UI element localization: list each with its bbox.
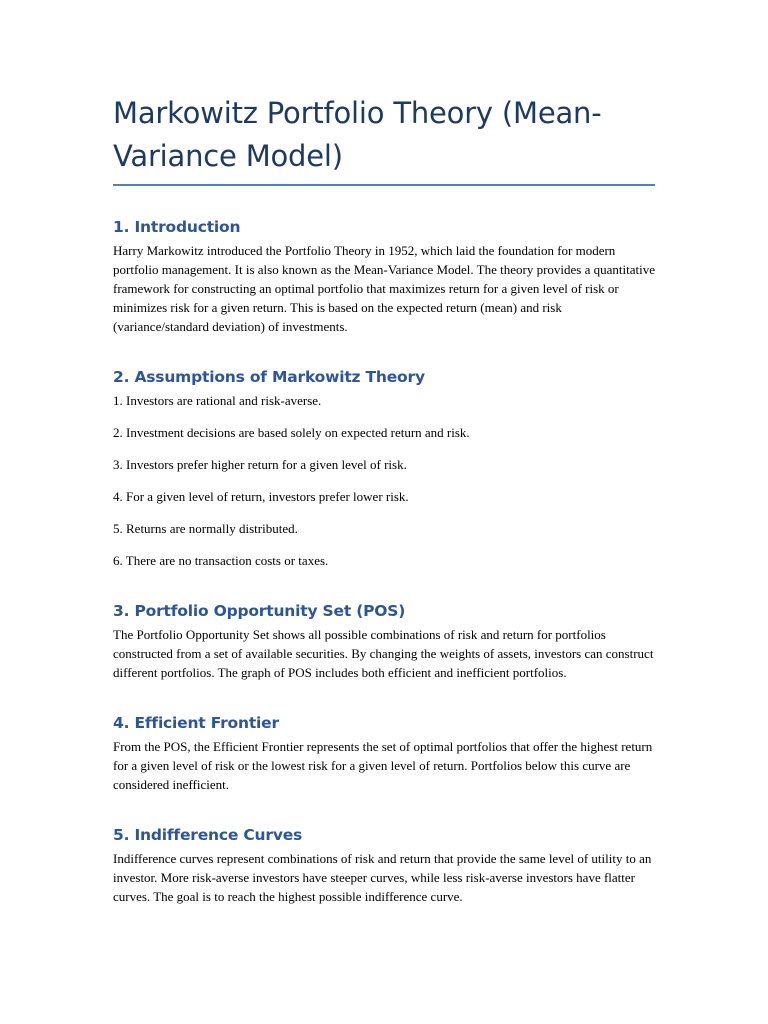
section-introduction [113, 216, 658, 336]
section-indifference-curves [113, 824, 658, 906]
document-title-line-2: Variance Model) [113, 139, 343, 173]
document-title-line-1: Markowitz Portfolio Theory (Mean- [113, 96, 602, 130]
section-assumptions [113, 366, 658, 570]
section-body-efficient-frontier: From the POS, the Efficient Frontier represents the set of optimal portfolios that offer the highest return for a given level of risk or the lowest risk for a given level of return. Portfolios below this curve are considered inefficient. [113, 739, 653, 792]
list-item: 6. There are no transaction costs or taxes. [113, 553, 329, 568]
assumptions-list [113, 391, 658, 570]
section-body-portfolio-opportunity-set: The Portfolio Opportunity Set shows all possible combinations of risk and return for portfolios constructed from a set of available securities. By changing the weights of assets, investors can construct different portfolios. The graph of POS includes both efficient and inefficient portfolios. [113, 627, 654, 680]
section-heading-indifference-curves: 5. Indifference Curves [113, 826, 303, 844]
list-item: 3. Investors prefer higher return for a given level of risk. [113, 457, 407, 472]
title-underline-rule [113, 184, 655, 186]
section-portfolio-opportunity-set [113, 600, 658, 682]
list-item: 1. Investors are rational and risk-averse. [113, 393, 322, 408]
section-efficient-frontier [113, 712, 658, 794]
section-heading-portfolio-opportunity-set: 3. Portfolio Opportunity Set (POS) [113, 602, 406, 620]
section-heading-assumptions: 2. Assumptions of Markowitz Theory [113, 368, 425, 386]
section-body-introduction: Harry Markowitz introduced the Portfolio Theory in 1952, which laid the foundation for modern portfolio management. It is also known as the Mean-Variance Model. The theory provides a quantitative framework for constructing an optimal portfolio that maximizes return for a given level of risk or minimizes risk for a given return. This is based on the expected return (mean) and risk (variance/standard deviation) of investments. [113, 243, 655, 334]
section-heading-efficient-frontier: 4. Efficient Frontier [113, 714, 279, 732]
document-title [113, 92, 658, 178]
list-item: 4. For a given level of return, investors prefer lower risk. [113, 489, 409, 504]
list-item: 5. Returns are normally distributed. [113, 521, 298, 536]
list-item: 2. Investment decisions are based solely on expected return and risk. [113, 425, 470, 440]
section-heading-introduction: 1. Introduction [113, 218, 241, 236]
document-content [113, 92, 658, 906]
section-body-indifference-curves: Indifference curves represent combinations of risk and return that provide the same level of utility to an investor. More risk-averse investors have steeper curves, while less risk-averse investors have flatter curves. The goal is to reach the highest possible indifference curve. [113, 851, 652, 904]
